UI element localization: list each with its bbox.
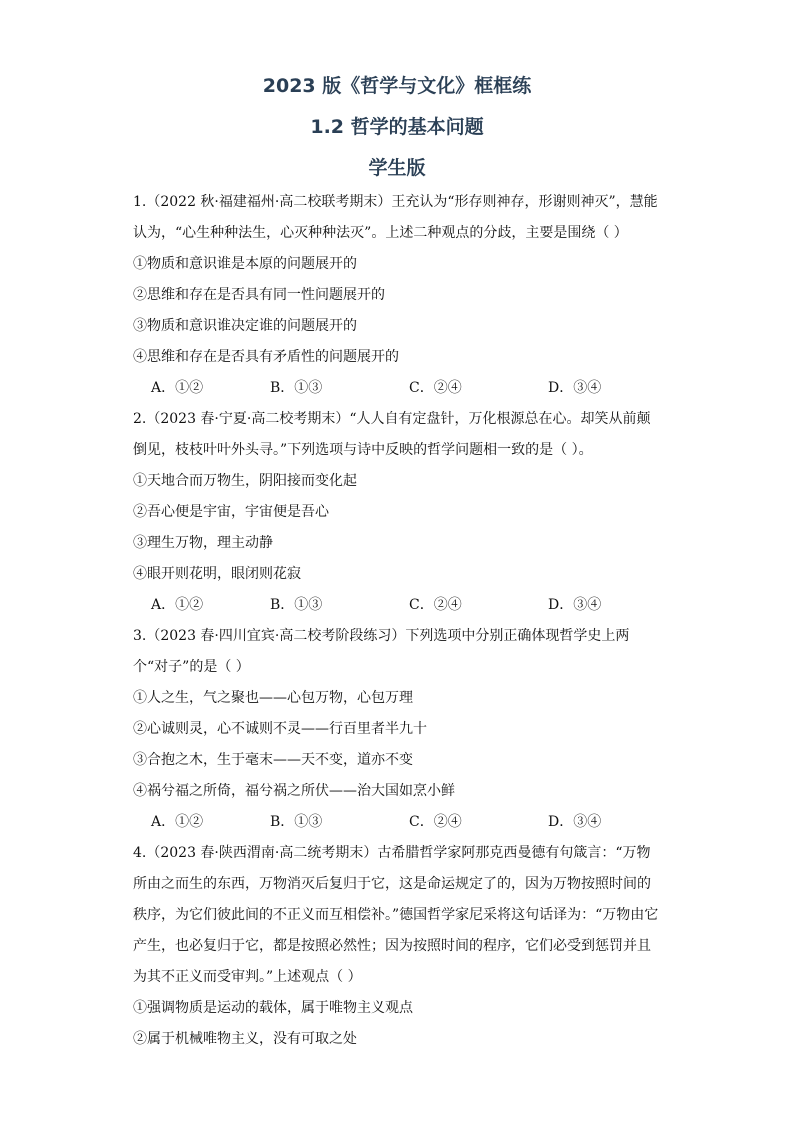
question-3: [133, 621, 663, 838]
answer-choices: [133, 590, 663, 621]
question-4: [133, 838, 663, 1055]
statement-1: ①强调物质是运动的载体，属于唯物主义观点: [133, 1000, 413, 1016]
question-stem: 4.（2023 春·陕西渭南·高二统考期末）古希腊哲学家阿那克西曼德有句箴言：“万物所由之而生的东西，万物消灭后复归于它，这是命运规定了的，因为万物按照时间的秩序，为它们彼此间的不正义而互相偿补。”德国哲学家尼采将这句话译为：“万物由它产生，也必复归于它，都是按照必然性；因为按照时间的程序，它们必受到惩罚并且为其不正义而受审判。”上述观点（ ）: [133, 845, 659, 985]
statement-2: ②思维和存在是否具有同一性问题展开的: [133, 287, 385, 303]
statement-1: ①天地合而万物生，阴阳接而变化起: [133, 473, 357, 489]
title-block: [0, 66, 794, 189]
choice-b: B．①③: [270, 597, 323, 613]
question-1: [133, 187, 663, 404]
document-title: 2023 版《哲学与文化》框框练: [262, 75, 532, 97]
choice-b: B．①③: [270, 814, 323, 830]
edition-label: 学生版: [368, 157, 426, 179]
choice-b: B．①③: [270, 380, 323, 396]
statement-2: ②心诚则灵，心不诚则不灵——行百里者半九十: [133, 721, 427, 737]
statement-4: ④眼开则花明，眼闭则花寂: [133, 566, 301, 582]
statement-3: ③物质和意识谁决定谁的问题展开的: [133, 318, 357, 334]
choice-d: D．③④: [548, 597, 602, 613]
choice-c: C．②④: [409, 814, 462, 830]
lesson-title: 1.2 哲学的基本问题: [310, 116, 484, 138]
choice-c: C．②④: [409, 597, 462, 613]
choice-a: A．①②: [151, 380, 204, 396]
question-stem: 3.（2023 春·四川宜宾·高二校考阶段练习）下列选项中分别正确体现哲学史上两个“对子”的是（ ）: [133, 628, 630, 675]
choice-d: D．③④: [548, 814, 602, 830]
question-stem: 2.（2023 春·宁夏·高二校考期末）“人人自有定盘针，万化根源总在心。却笑从前颠倒见，枝枝叶叶外头寻。”下列选项与诗中反映的哲学问题相一致的是（ ）。: [133, 411, 651, 458]
answer-choices: [133, 373, 663, 404]
answer-choices: [133, 807, 663, 838]
statement-1: ①物质和意识谁是本原的问题展开的: [133, 256, 357, 272]
statement-4: ④思维和存在是否具有矛盾性的问题展开的: [133, 349, 399, 365]
choice-a: A．①②: [151, 597, 204, 613]
question-2: [133, 404, 663, 621]
choice-a: A．①②: [151, 814, 204, 830]
choice-d: D．③④: [548, 380, 602, 396]
statement-1: ①人之生，气之聚也——心包万物，心包万理: [133, 690, 413, 706]
question-list: [133, 187, 663, 1055]
statement-3: ③合抱之木，生于毫末——天不变，道亦不变: [133, 752, 413, 768]
statement-4: ④祸兮福之所倚，福兮祸之所伏——治大国如烹小鲜: [133, 783, 455, 799]
choice-c: C．②④: [409, 380, 462, 396]
statement-2: ②吾心便是宇宙，宇宙便是吾心: [133, 504, 329, 520]
statement-2: ②属于机械唯物主义，没有可取之处: [133, 1031, 357, 1047]
statement-3: ③理生万物，理主动静: [133, 535, 273, 551]
question-stem: 1.（2022 秋·福建福州·高二校联考期末）王充认为“形存则神存，形谢则神灭”，慧能认为，“心生种种法生，心灭种种法灭”。上述二种观点的分歧，主要是围绕（ ）: [133, 194, 658, 241]
